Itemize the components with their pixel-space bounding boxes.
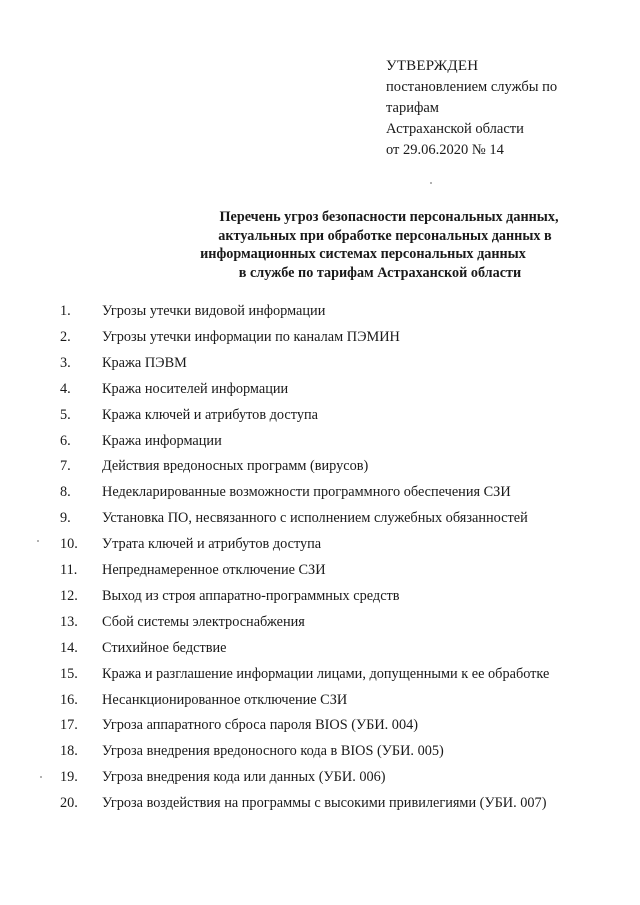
list-item-text: Угроза воздействия на программы с высокими привилегиями (УБИ. 007) (102, 795, 547, 812)
list-item-number: 4. (60, 380, 71, 397)
list-item-number: 7. (60, 458, 71, 475)
approval-stamp-block (386, 56, 626, 161)
list-item (0, 407, 640, 431)
list-item (0, 666, 640, 690)
list-item-text: Несанкционированное отключение СЗИ (102, 691, 348, 708)
list-item (0, 381, 640, 405)
list-item-text: Кража и разглашение информации лицами, допущенными к ее обработке (102, 665, 550, 682)
approval-heading: УТВЕРЖДЕН (386, 58, 479, 74)
list-item-text: Кража ПЭВМ (102, 354, 187, 371)
list-item (0, 769, 640, 793)
list-item-text: Угрозы утечки видовой информации (102, 303, 326, 319)
list-item-text: Утрата ключей и атрибутов доступа (102, 536, 322, 553)
list-item-number: 10. (60, 536, 78, 553)
approval-line: постановлением службы по (386, 79, 558, 95)
list-item (0, 743, 640, 767)
list-item-number: 1. (60, 303, 71, 319)
list-item (0, 458, 640, 482)
list-item (0, 536, 640, 560)
list-item-number: 20. (60, 795, 78, 812)
list-item-number: 6. (60, 432, 71, 449)
list-item-text: Кража носителей информации (102, 380, 289, 397)
approval-line: Астраханской области (386, 121, 524, 137)
scan-speck (37, 540, 39, 542)
list-item-text: Кража информации (102, 432, 222, 449)
list-item-text: Действия вредоносных программ (вирусов) (102, 458, 369, 475)
list-item (0, 614, 640, 638)
title-line: в службе по тарифам Астраханской области (238, 264, 522, 281)
list-item-text: Установка ПО, несвязанного с исполнением служебных обязанностей (102, 510, 528, 527)
list-item-number: 19. (60, 769, 78, 786)
list-item-text: Недекларированные возможности программного обеспечения СЗИ (102, 484, 511, 501)
list-item (0, 717, 640, 741)
list-item (0, 588, 640, 612)
approval-date: от 29.06.2020 № 14 (386, 142, 504, 158)
list-item-text: Непреднамеренное отключение СЗИ (102, 562, 326, 578)
title-line: Перечень угроз безопасности персональных данных, (219, 209, 559, 225)
list-item-number: 17. (60, 717, 78, 734)
list-item-text: Угроза аппаратного сброса пароля BIOS (УБИ. 004) (102, 717, 418, 734)
list-item (0, 510, 640, 534)
list-item-text: Угроза внедрения вредоносного кода в BIOS (УБИ. 005) (102, 743, 444, 760)
list-item-number: 11. (60, 562, 78, 578)
list-item (0, 329, 640, 353)
list-item-number: 2. (60, 328, 71, 345)
list-item (0, 692, 640, 716)
list-item (0, 484, 640, 508)
list-item-text: Выход из строя аппаратно-программных средств (102, 587, 400, 604)
scan-speck (40, 776, 42, 778)
list-item-text: Кража ключей и атрибутов доступа (102, 406, 318, 423)
list-item (0, 433, 640, 457)
list-item (0, 355, 640, 379)
approval-line: тарифам (386, 100, 439, 116)
list-item-text: Угрозы утечки информации по каналам ПЭМИН (102, 328, 400, 345)
list-item (0, 640, 640, 664)
list-item-number: 15. (60, 665, 78, 682)
title-line: актуальных при обработке персональных данных в (218, 227, 552, 244)
list-item (0, 562, 640, 586)
list-item-number: 13. (60, 613, 78, 630)
list-item (0, 303, 640, 327)
list-item-number: 16. (60, 691, 78, 708)
list-item (0, 795, 640, 819)
list-item-number: 3. (60, 354, 71, 371)
list-item-number: 12. (60, 587, 78, 604)
title-line: информационных системах персональных данных (200, 246, 526, 262)
list-item-number: 14. (60, 639, 78, 656)
document-title (160, 208, 580, 282)
list-item-number: 5. (60, 406, 71, 423)
list-item-text: Стихийное бедствие (102, 639, 227, 656)
scan-speck (430, 182, 432, 184)
list-item-number: 8. (60, 484, 71, 501)
list-item-number: 9. (60, 510, 71, 527)
list-item-text: Угроза внедрения кода или данных (УБИ. 006) (102, 769, 386, 786)
list-item-number: 18. (60, 743, 78, 760)
list-item-text: Сбой системы электроснабжения (102, 613, 305, 630)
